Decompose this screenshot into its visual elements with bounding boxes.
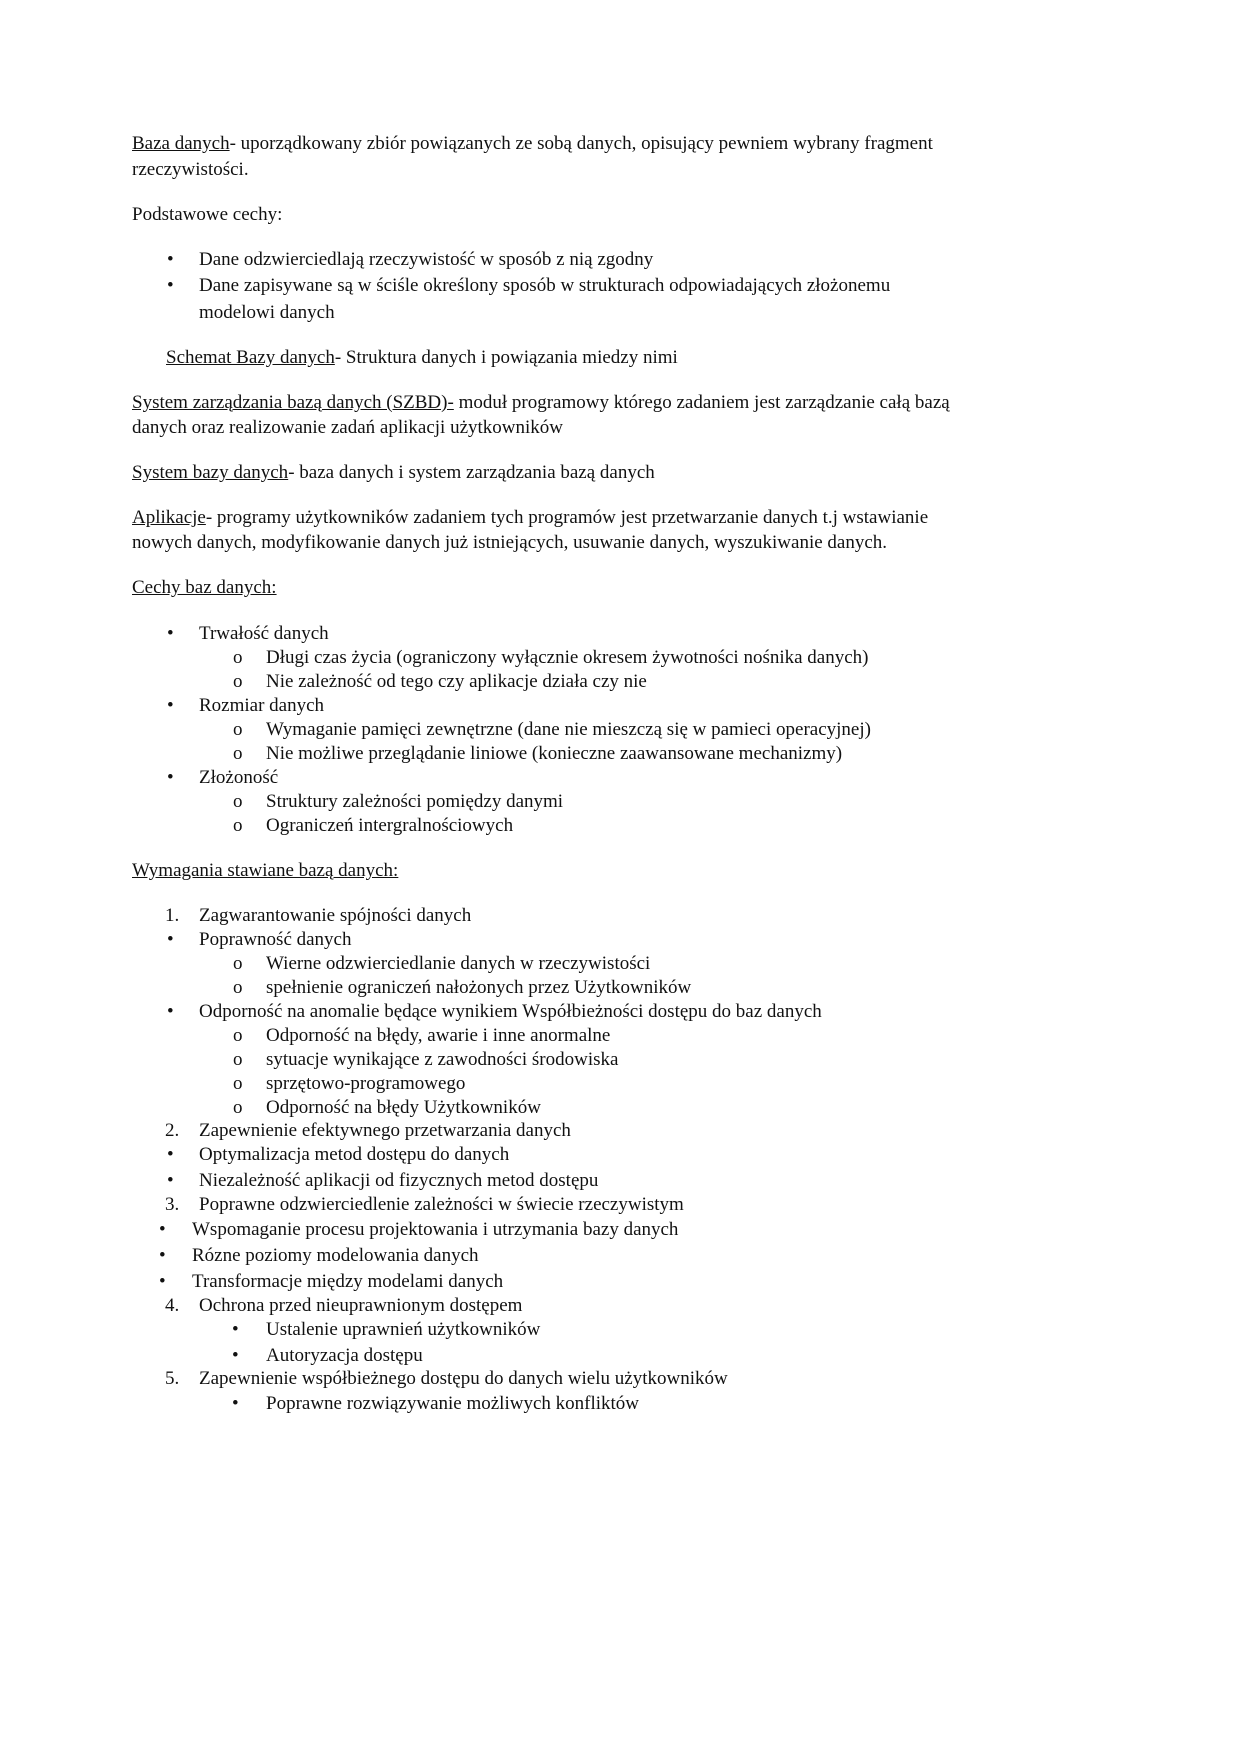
line-text: Zagwarantowanie spójności danych xyxy=(199,905,472,926)
list-item xyxy=(199,1170,598,1192)
list-item xyxy=(266,1319,540,1341)
list-item xyxy=(266,1025,610,1047)
bullet-icon: • xyxy=(232,1393,239,1414)
line-text: modelowi danych xyxy=(199,302,335,323)
bullet-icon: • xyxy=(159,1245,166,1266)
list-item xyxy=(199,1368,728,1390)
line-text: Zapewnienie efektywnego przetwarzania danych xyxy=(199,1120,571,1141)
sub-bullet-icon: o xyxy=(233,953,243,974)
line-text: Ochrona przed nieuprawnionym dostępem xyxy=(199,1295,523,1316)
paragraph-line xyxy=(132,577,277,599)
line-text: nowych danych, modyfikowanie danych już istniejących, usuwanie danych, wyszukiwanie danych. xyxy=(132,532,888,553)
bullet-icon: • xyxy=(167,1144,174,1165)
list-item xyxy=(266,647,869,669)
list-number: 3. xyxy=(165,1194,180,1215)
line-text: Odporność na błędy Użytkowników xyxy=(266,1097,541,1118)
sub-bullet-icon: o xyxy=(233,815,243,836)
line-text: danych oraz realizowanie zadań aplikacji użytkowników xyxy=(132,417,564,438)
term-heading: Cechy baz danych: xyxy=(132,577,277,598)
paragraph-line xyxy=(132,507,928,529)
line-text: Długi czas życia (ograniczony wyłącznie okresem żywotności nośnika danych) xyxy=(266,647,869,668)
sub-bullet-icon: o xyxy=(233,1073,243,1094)
line-text: Transformacje między modelami danych xyxy=(192,1271,504,1292)
line-text: - baza danych i system zarządzania bazą danych xyxy=(288,462,655,483)
sub-bullet-icon: o xyxy=(233,977,243,998)
bullet-icon: • xyxy=(232,1345,239,1366)
term-heading: Aplikacje xyxy=(132,507,206,528)
sub-bullet-icon: o xyxy=(233,719,243,740)
line-text: Odporność na anomalie będące wynikiem Współbieżności dostępu do baz danych xyxy=(199,1001,822,1022)
line-text: Struktury zależności pomiędzy danymi xyxy=(266,791,564,812)
list-item xyxy=(266,671,647,693)
paragraph-line xyxy=(132,532,887,554)
list-item xyxy=(199,1144,509,1166)
list-item xyxy=(199,1001,822,1023)
paragraph-line xyxy=(132,159,249,181)
list-number: 4. xyxy=(165,1295,180,1316)
list-item xyxy=(266,719,871,741)
bullet-icon: • xyxy=(167,929,174,950)
line-text: Rózne poziomy modelowania danych xyxy=(192,1245,479,1266)
line-text: spełnienie ograniczeń nałożonych przez Użytkowników xyxy=(266,977,692,998)
line-text: Poprawność danych xyxy=(199,929,352,950)
term-heading: Baza danych xyxy=(132,133,230,154)
line-text: Optymalizacja metod dostępu do danych xyxy=(199,1144,510,1165)
list-item xyxy=(199,275,890,297)
paragraph-line xyxy=(166,347,678,369)
line-text: Wspomaganie procesu projektowania i utrzymania bazy danych xyxy=(192,1219,679,1240)
list-item xyxy=(199,1295,522,1317)
list-item xyxy=(266,953,650,975)
list-item xyxy=(266,743,842,765)
line-text: Złożoność xyxy=(199,767,279,788)
line-text: Podstawowe cechy: xyxy=(132,204,283,225)
list-item xyxy=(192,1245,479,1267)
sub-bullet-icon: o xyxy=(233,1025,243,1046)
line-text: Nie zależność od tego czy aplikacje działa czy nie xyxy=(266,671,647,692)
bullet-icon: • xyxy=(167,249,174,270)
bullet-icon: • xyxy=(159,1219,166,1240)
list-item xyxy=(266,1345,423,1367)
line-text: Rozmiar danych xyxy=(199,695,325,716)
list-item xyxy=(199,905,471,927)
list-item xyxy=(199,695,324,717)
bullet-icon: • xyxy=(159,1271,166,1292)
line-text: rzeczywistości. xyxy=(132,159,249,180)
line-text: Ograniczeń intergralnościowych xyxy=(266,815,514,836)
list-item xyxy=(266,1393,639,1415)
list-item xyxy=(199,1194,684,1216)
paragraph-line xyxy=(132,462,655,484)
line-text: Poprawne odzwierciedlenie zależności w świecie rzeczywistym xyxy=(199,1194,684,1215)
list-item xyxy=(266,977,691,999)
term-heading: System zarządzania bazą danych (SZBD)- xyxy=(132,392,454,413)
line-text: - uporządkowany zbiór powiązanych ze sobą danych, opisujący pewniem wybrany fragment xyxy=(229,133,933,154)
paragraph-line xyxy=(199,302,335,324)
sub-bullet-icon: o xyxy=(233,743,243,764)
sub-bullet-icon: o xyxy=(233,1049,243,1070)
line-text: Dane odzwierciedlają rzeczywistość w sposób z nią zgodny xyxy=(199,249,654,270)
bullet-icon: • xyxy=(167,1170,174,1191)
sub-bullet-icon: o xyxy=(233,647,243,668)
bullet-icon: • xyxy=(232,1319,239,1340)
list-item xyxy=(199,1120,571,1142)
list-item xyxy=(199,623,329,645)
line-text: - Struktura danych i powiązania miedzy nimi xyxy=(334,347,678,368)
line-text: Trwałość danych xyxy=(199,623,329,644)
paragraph-line xyxy=(132,204,282,226)
line-text: Poprawne rozwiązywanie możliwych konfliktów xyxy=(266,1393,640,1414)
line-text: Dane zapisywane są w ściśle określony sposób w strukturach odpowiadających złożonemu xyxy=(199,275,891,296)
line-text: Wymaganie pamięci zewnętrzne (dane nie mieszczą się w pamieci operacyjnej) xyxy=(266,719,871,740)
line-text: Odporność na błędy, awarie i inne anormalne xyxy=(266,1025,611,1046)
list-item xyxy=(266,815,513,837)
bullet-icon: • xyxy=(167,767,174,788)
list-item xyxy=(192,1219,678,1241)
paragraph-line xyxy=(132,133,933,155)
line-text: Autoryzacja dostępu xyxy=(266,1345,423,1366)
list-item xyxy=(266,1073,465,1095)
list-item xyxy=(192,1271,503,1293)
list-item xyxy=(266,791,563,813)
bullet-icon: • xyxy=(167,623,174,644)
line-text: sytuacje wynikające z zawodności środowiska xyxy=(266,1049,619,1070)
line-text: Nie możliwe przeglądanie liniowe (konieczne zaawansowane mechanizmy) xyxy=(266,743,843,764)
bullet-icon: • xyxy=(167,275,174,296)
paragraph-line xyxy=(132,392,950,414)
list-item xyxy=(199,929,352,951)
list-number: 2. xyxy=(165,1120,180,1141)
bullet-icon: • xyxy=(167,1001,174,1022)
list-item xyxy=(266,1049,618,1071)
list-item xyxy=(199,249,653,271)
sub-bullet-icon: o xyxy=(233,671,243,692)
list-number: 5. xyxy=(165,1368,180,1389)
bullet-icon: • xyxy=(167,695,174,716)
sub-bullet-icon: o xyxy=(233,791,243,812)
line-text: moduł programowy którego zadaniem jest zarządzanie całą bazą xyxy=(453,392,950,413)
list-number: 1. xyxy=(165,905,180,926)
paragraph-line xyxy=(132,860,398,882)
term-heading: System bazy danych xyxy=(132,462,289,483)
list-item xyxy=(199,767,278,789)
paragraph-line xyxy=(132,417,563,439)
line-text: Zapewnienie współbieżnego dostępu do danych wielu użytkowników xyxy=(199,1368,728,1389)
line-text: Niezależność aplikacji od fizycznych metod dostępu xyxy=(199,1170,599,1191)
line-text: Ustalenie uprawnień użytkowników xyxy=(266,1319,541,1340)
list-item xyxy=(266,1097,541,1119)
line-text: sprzętowo-programowego xyxy=(266,1073,466,1094)
term-heading: Wymagania stawiane bazą danych: xyxy=(132,860,399,881)
sub-bullet-icon: o xyxy=(233,1097,243,1118)
term-heading: Schemat Bazy danych xyxy=(166,347,335,368)
line-text: Wierne odzwierciedlanie danych w rzeczywistości xyxy=(266,953,651,974)
line-text: - programy użytkowników zadaniem tych programów jest przetwarzanie danych t.j wstawianie xyxy=(205,507,929,528)
